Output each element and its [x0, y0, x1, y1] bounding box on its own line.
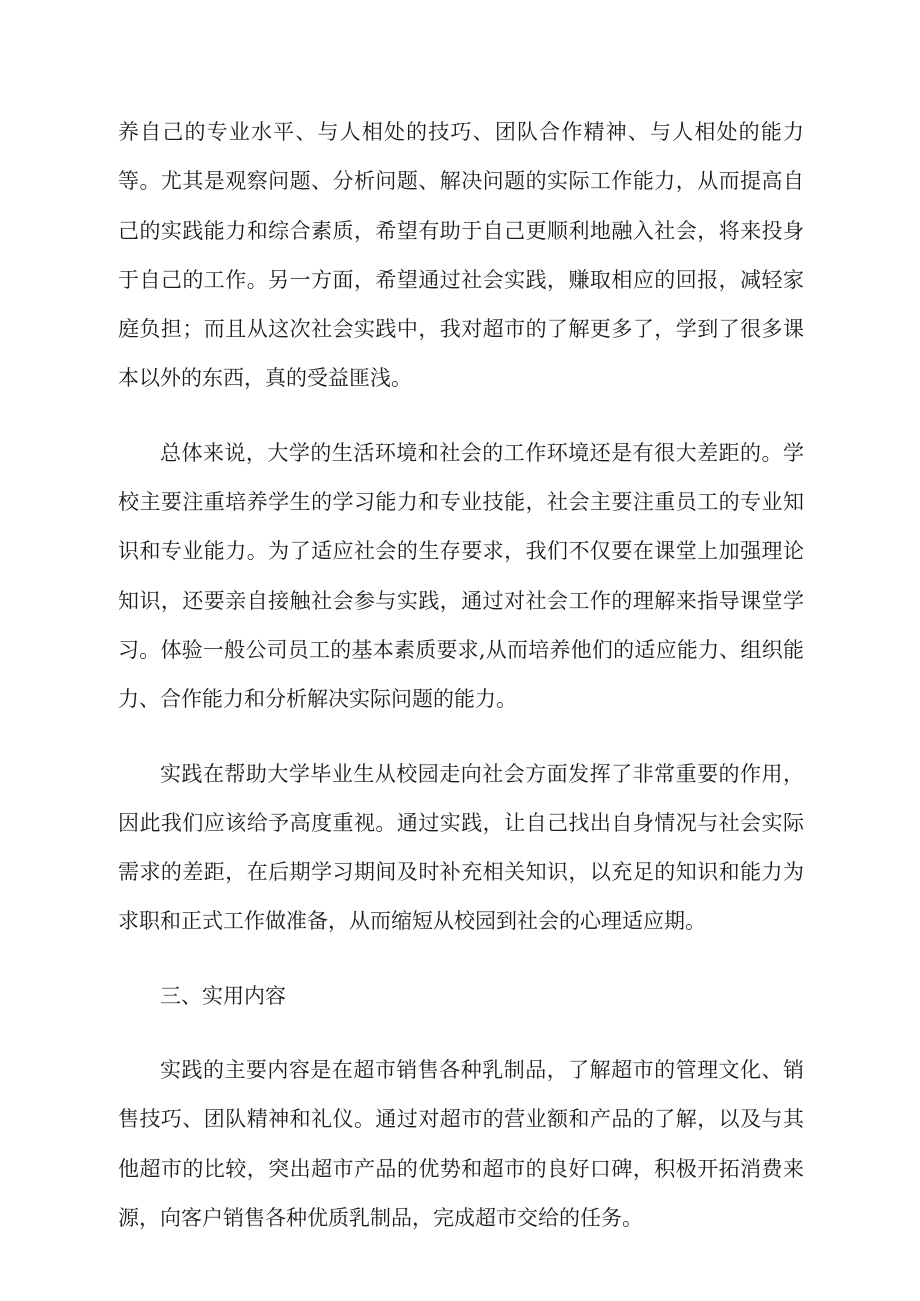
paragraph-continuation: 养自己的专业水平、与人相处的技巧、团队合作精神、与人相处的能力等。尤其是观察问题、分析问题、解决问题的实际工作能力，从而提高自己的实践能力和综合素质，希望有助于自己更顺利地融入社会，将来投身于自己的工作。另一方面，希望通过社会实践，赚取相应的回报，减轻家庭负担；而且从这次社会实践中，我对超市的了解更多了，学到了很多课本以外的东西，真的受益匪浅。 — [118, 120, 804, 391]
paragraph-practice-role: 实践在帮助大学毕业生从校园走向社会方面发挥了非常重要的作用，因此我们应该给予高度重视。通过实践，让自己找出自身情况与社会实际需求的差距，在后期学习期间及时补充相关知识，以充足的知识和能力为求职和正式工作做准备，从而缩短从校园到社会的心理适应期。 — [118, 761, 804, 934]
document-page — [118, 108, 804, 1268]
section-heading: 三、实用内容 — [160, 983, 286, 1008]
paragraph-overview: 总体来说，大学的生活环境和社会的工作环境还是有很大差距的。学校主要注重培养学生的学习能力和专业技能，社会主要注重员工的专业知识和专业能力。为了适应社会的生存要求，我们不仅要在课堂上加强理论知识，还要亲自接触社会参与实践，通过对社会工作的理解来指导课堂学习。体验一般公司员工的基本素质要求,从而培养他们的适应能力、组织能力、合作能力和分析解决实际问题的能力。 — [118, 440, 804, 712]
paragraph-practice-content: 实践的主要内容是在超市销售各种乳制品，了解超市的管理文化、销售技巧、团队精神和礼仪。通过对超市的营业额和产品的了解，以及与其他超市的比较，突出超市产品的优势和超市的良好口碑，积极开拓消费来源，向客户销售各种优质乳制品，完成超市交给的任务。 — [118, 1058, 804, 1230]
